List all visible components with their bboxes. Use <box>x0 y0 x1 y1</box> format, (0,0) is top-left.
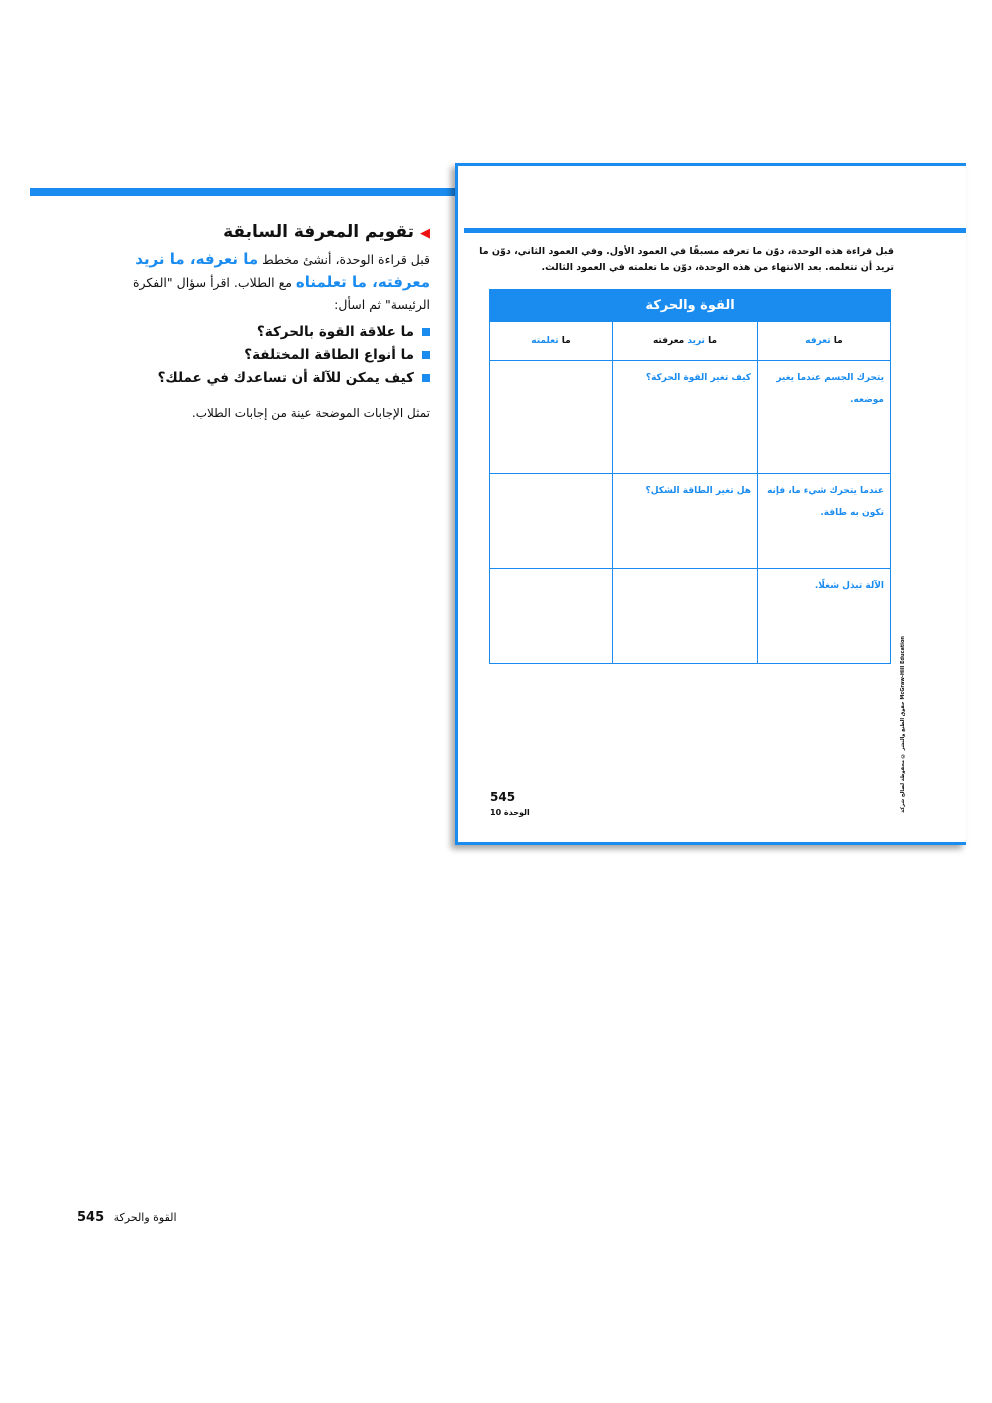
intro-paragraph: قبل قراءة الوحدة، أنشئ مخطط ما نعرفه، ما نريد معرفته، ما تعلمناه مع الطلاب. اقرأ سؤال "الفكرة الرئيسة" ثم اسأل: <box>132 250 430 312</box>
cell-want: كيف تغير القوة الحركة؟ <box>613 361 758 474</box>
table-row <box>490 361 891 474</box>
cell-learned <box>490 361 613 474</box>
kwl-table <box>489 289 891 664</box>
cell-want: هل تغير الطاقة الشكل؟ <box>613 474 758 569</box>
cell-know: الآلة تبذل شغلًا. <box>758 569 891 664</box>
table-row <box>490 569 891 664</box>
cell-learned <box>490 569 613 664</box>
page-footer <box>77 1210 177 1225</box>
list-item: كيف يمكن للآلة أن تساعدك في عملك؟ <box>125 370 430 386</box>
student-page-thumbnail <box>455 163 966 845</box>
col-header-know: ما تعرفه <box>758 322 891 361</box>
square-bullet-icon <box>422 351 430 359</box>
teacher-column <box>125 222 430 420</box>
list-item: ما أنواع الطاقة المختلفة؟ <box>125 347 430 363</box>
section-divider-bar <box>30 188 458 196</box>
table-row <box>490 474 891 569</box>
section-heading: ◀تقويم المعرفة السابقة <box>223 222 430 242</box>
table-title: القوة والحركة <box>490 290 891 322</box>
student-unit-label: الوحدة 10 <box>490 808 530 817</box>
copyright-notice: حقوق الطبع والنشر © محفوظة لصالح شركة McGraw-Hill Education <box>900 636 906 813</box>
col-header-learned: ما تعلمته <box>490 322 613 361</box>
footer-title: القوة والحركة <box>113 1211 177 1224</box>
question-list <box>125 324 430 386</box>
student-instructions: قبل قراءة هذه الوحدة، دوّن ما تعرفه مسبقًا في العمود الأول. وفي العمود الثاني، دوّن ما تريد أن تتعلمه. بعد الانتهاء من هذه الوحدة، دوّن ما تعلمته في العمود الثالث. <box>479 246 894 273</box>
square-bullet-icon <box>422 374 430 382</box>
sample-note: تمثل الإجابات الموضحة عينة من إجابات الطلاب. <box>191 406 430 420</box>
square-bullet-icon <box>422 328 430 336</box>
student-page-number: 545 <box>490 790 516 804</box>
kwl-highlight: ما نعرفه، ما نريد معرفته، ما تعلمناه <box>135 250 430 291</box>
col-header-want: ما تريد معرفته <box>613 322 758 361</box>
list-item: ما علاقة القوة بالحركة؟ <box>125 324 430 340</box>
cell-learned <box>490 474 613 569</box>
cell-know: يتحرك الجسم عندما يغير موضعه. <box>758 361 891 474</box>
triangle-bullet-icon: ◀ <box>420 226 430 241</box>
footer-page-number: 545 <box>77 1210 105 1225</box>
student-page-bar <box>464 228 966 233</box>
cell-know: عندما يتحرك شيء ما، فإنه تكون به طاقة. <box>758 474 891 569</box>
cell-want <box>613 569 758 664</box>
